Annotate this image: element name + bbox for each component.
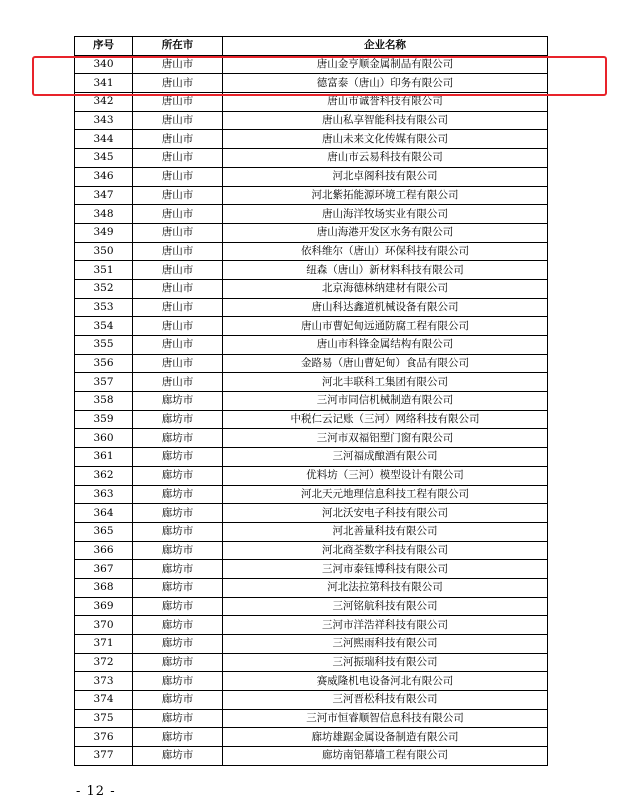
- cell-company-name: 河北丰联科工集团有限公司: [223, 373, 548, 392]
- cell-company-name: 德富泰（唐山）印务有限公司: [223, 74, 548, 93]
- cell-city: 唐山市: [133, 186, 223, 205]
- table-row: [75, 578, 548, 597]
- table-row: [75, 728, 548, 747]
- table-header-row: [75, 37, 548, 56]
- cell-company-name: 三河市同信机械制造有限公司: [223, 392, 548, 411]
- cell-index: 364: [75, 504, 133, 523]
- table-row: [75, 167, 548, 186]
- cell-city: 廊坊市: [133, 578, 223, 597]
- cell-company-name: 三河振瑞科技有限公司: [223, 653, 548, 672]
- cell-city: 唐山市: [133, 205, 223, 224]
- cell-index: 352: [75, 279, 133, 298]
- cell-index: 356: [75, 354, 133, 373]
- table-row: [75, 317, 548, 336]
- table-row: [75, 298, 548, 317]
- cell-city: 唐山市: [133, 93, 223, 112]
- table-row: [75, 336, 548, 355]
- cell-index: 372: [75, 653, 133, 672]
- cell-company-name: 河北紫拓能源环境工程有限公司: [223, 186, 548, 205]
- table-row: [75, 186, 548, 205]
- cell-index: 366: [75, 541, 133, 560]
- cell-company-name: 三河市洋浩祥科技有限公司: [223, 616, 548, 635]
- cell-index: 361: [75, 448, 133, 467]
- cell-index: 348: [75, 205, 133, 224]
- cell-city: 廊坊市: [133, 691, 223, 710]
- cell-company-name: 北京海德林纳建材有限公司: [223, 279, 548, 298]
- header-company-name: 企业名称: [223, 37, 548, 56]
- cell-index: 371: [75, 635, 133, 654]
- table-row: [75, 223, 548, 242]
- header-index: 序号: [75, 37, 133, 56]
- cell-city: 廊坊市: [133, 392, 223, 411]
- cell-company-name: 廊坊雄踞金属设备制造有限公司: [223, 728, 548, 747]
- table-row: [75, 597, 548, 616]
- cell-company-name: 金路易（唐山曹妃甸）食品有限公司: [223, 354, 548, 373]
- cell-company-name: 唐山市云易科技有限公司: [223, 149, 548, 168]
- cell-company-name: 唐山私享智能科技有限公司: [223, 111, 548, 130]
- cell-index: 370: [75, 616, 133, 635]
- cell-company-name: 河北沃安电子科技有限公司: [223, 504, 548, 523]
- cell-city: 唐山市: [133, 336, 223, 355]
- cell-city: 唐山市: [133, 317, 223, 336]
- table-row: [75, 149, 548, 168]
- cell-company-name: 纽森（唐山）新材料科技有限公司: [223, 261, 548, 280]
- cell-company-name: 三河市双福铝塑门窗有限公司: [223, 429, 548, 448]
- cell-index: 360: [75, 429, 133, 448]
- cell-index: 377: [75, 747, 133, 766]
- cell-company-name: 三河晋松科技有限公司: [223, 691, 548, 710]
- table-row: [75, 522, 548, 541]
- cell-index: 344: [75, 130, 133, 149]
- cell-city: 廊坊市: [133, 429, 223, 448]
- cell-index: 362: [75, 466, 133, 485]
- cell-city: 廊坊市: [133, 560, 223, 579]
- company-table: [74, 36, 548, 766]
- cell-city: 廊坊市: [133, 522, 223, 541]
- cell-index: 359: [75, 410, 133, 429]
- cell-city: 廊坊市: [133, 597, 223, 616]
- cell-city: 唐山市: [133, 223, 223, 242]
- cell-index: 347: [75, 186, 133, 205]
- cell-city: 唐山市: [133, 242, 223, 261]
- cell-city: 廊坊市: [133, 616, 223, 635]
- cell-city: 廊坊市: [133, 466, 223, 485]
- table-row: [75, 691, 548, 710]
- cell-company-name: 优料坊（三河）模型设计有限公司: [223, 466, 548, 485]
- cell-company-name: 河北卓阁科技有限公司: [223, 167, 548, 186]
- cell-company-name: 唐山科达鑫道机械设备有限公司: [223, 298, 548, 317]
- cell-company-name: 唐山市诚誉科技有限公司: [223, 93, 548, 112]
- cell-index: 367: [75, 560, 133, 579]
- cell-index: 343: [75, 111, 133, 130]
- cell-company-name: 唐山市曹妃甸远通防腐工程有限公司: [223, 317, 548, 336]
- table-row: [75, 747, 548, 766]
- page-number: - 12 -: [76, 784, 116, 799]
- cell-company-name: 赛威隆机电设备河北有限公司: [223, 672, 548, 691]
- table-row: [75, 616, 548, 635]
- table-body: [75, 55, 548, 765]
- table-row: [75, 130, 548, 149]
- cell-city: 唐山市: [133, 130, 223, 149]
- cell-city: 唐山市: [133, 298, 223, 317]
- cell-company-name: 唐山海洋牧场实业有限公司: [223, 205, 548, 224]
- cell-company-name: 唐山未来文化传媒有限公司: [223, 130, 548, 149]
- table-row: [75, 448, 548, 467]
- cell-city: 唐山市: [133, 74, 223, 93]
- table-row: [75, 410, 548, 429]
- cell-index: 340: [75, 55, 133, 74]
- cell-index: 365: [75, 522, 133, 541]
- cell-city: 廊坊市: [133, 485, 223, 504]
- table-row: [75, 392, 548, 411]
- cell-company-name: 唐山海港开发区水务有限公司: [223, 223, 548, 242]
- table-row: [75, 279, 548, 298]
- cell-index: 351: [75, 261, 133, 280]
- table-row: [75, 709, 548, 728]
- cell-company-name: 河北法拉第科技有限公司: [223, 578, 548, 597]
- cell-index: 346: [75, 167, 133, 186]
- header-city: 所在市: [133, 37, 223, 56]
- cell-index: 345: [75, 149, 133, 168]
- cell-index: 353: [75, 298, 133, 317]
- cell-company-name: 三河市泰钰博科技有限公司: [223, 560, 548, 579]
- table-row: [75, 111, 548, 130]
- cell-city: 廊坊市: [133, 504, 223, 523]
- cell-city: 廊坊市: [133, 448, 223, 467]
- table-row: [75, 373, 548, 392]
- cell-company-name: 廊坊南铝幕墙工程有限公司: [223, 747, 548, 766]
- cell-city: 唐山市: [133, 279, 223, 298]
- cell-city: 唐山市: [133, 111, 223, 130]
- table-row: [75, 261, 548, 280]
- cell-city: 廊坊市: [133, 541, 223, 560]
- cell-company-name: 三河铭航科技有限公司: [223, 597, 548, 616]
- cell-city: 廊坊市: [133, 635, 223, 654]
- table-row: [75, 485, 548, 504]
- cell-city: 廊坊市: [133, 653, 223, 672]
- table-row: [75, 466, 548, 485]
- cell-city: 唐山市: [133, 261, 223, 280]
- cell-city: 廊坊市: [133, 709, 223, 728]
- cell-company-name: 唐山市科锋金属结构有限公司: [223, 336, 548, 355]
- table-row: [75, 653, 548, 672]
- cell-city: 唐山市: [133, 354, 223, 373]
- cell-index: 357: [75, 373, 133, 392]
- cell-index: 355: [75, 336, 133, 355]
- cell-index: 369: [75, 597, 133, 616]
- cell-company-name: 河北善量科技有限公司: [223, 522, 548, 541]
- cell-index: 373: [75, 672, 133, 691]
- cell-company-name: 三河熙雨科技有限公司: [223, 635, 548, 654]
- table-row: [75, 429, 548, 448]
- cell-index: 374: [75, 691, 133, 710]
- cell-city: 唐山市: [133, 373, 223, 392]
- table-row: [75, 242, 548, 261]
- table-row: [75, 672, 548, 691]
- cell-company-name: 三河福成酿酒有限公司: [223, 448, 548, 467]
- table-row: [75, 560, 548, 579]
- cell-company-name: 河北商荃数字科技有限公司: [223, 541, 548, 560]
- cell-city: 唐山市: [133, 149, 223, 168]
- cell-index: 341: [75, 74, 133, 93]
- cell-index: 358: [75, 392, 133, 411]
- cell-index: 375: [75, 709, 133, 728]
- cell-index: 342: [75, 93, 133, 112]
- cell-company-name: 唐山金亨顺金属制品有限公司: [223, 55, 548, 74]
- cell-city: 廊坊市: [133, 672, 223, 691]
- cell-index: 354: [75, 317, 133, 336]
- table-row: [75, 541, 548, 560]
- table-row: [75, 205, 548, 224]
- cell-city: 唐山市: [133, 167, 223, 186]
- cell-city: 廊坊市: [133, 410, 223, 429]
- table-row: [75, 504, 548, 523]
- table-row: [75, 354, 548, 373]
- table-row: [75, 74, 548, 93]
- cell-index: 368: [75, 578, 133, 597]
- cell-index: 363: [75, 485, 133, 504]
- cell-city: 廊坊市: [133, 728, 223, 747]
- cell-company-name: 三河市恒睿顺智信息科技有限公司: [223, 709, 548, 728]
- cell-index: 376: [75, 728, 133, 747]
- cell-index: 349: [75, 223, 133, 242]
- table-row: [75, 55, 548, 74]
- table-row: [75, 635, 548, 654]
- table-row: [75, 93, 548, 112]
- cell-company-name: 中税仁云记账（三河）网络科技有限公司: [223, 410, 548, 429]
- cell-city: 唐山市: [133, 55, 223, 74]
- cell-index: 350: [75, 242, 133, 261]
- cell-city: 廊坊市: [133, 747, 223, 766]
- cell-company-name: 依科维尔（唐山）环保科技有限公司: [223, 242, 548, 261]
- cell-company-name: 河北天元地理信息科技工程有限公司: [223, 485, 548, 504]
